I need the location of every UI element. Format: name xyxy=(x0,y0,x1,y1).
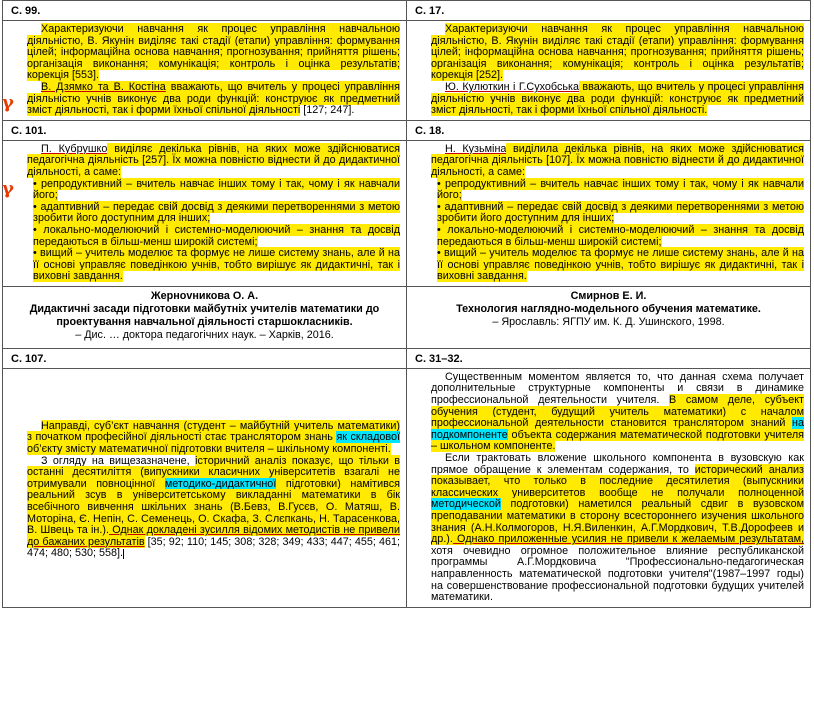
page-ref-left: С. 99. xyxy=(11,5,41,17)
source-left xyxy=(3,287,406,348)
text-cell-right xyxy=(407,369,810,607)
highlighted-text: [257]. Їх можна повністю віднести й до дидактичної діяльності, а саме: xyxy=(27,154,400,178)
list-item: • адаптивний – передає свій досвід з деякими перетвореннями з метою зробити його доступним для інших; xyxy=(33,200,400,225)
list-item: • адаптивний – передає свій досвід з деякими перетвореннями з метою зробити його доступним для інших; xyxy=(437,200,804,225)
text-cell-right xyxy=(407,21,810,120)
plain-text: З огляду на вищезазначене, xyxy=(41,454,196,467)
reference: [35; 92; 110; 145; 308; 328; 349; 433; 447; 455; 461; 474; 480; 530; 558]. xyxy=(27,535,400,560)
annotation-mark-icon: γ xyxy=(2,178,14,199)
text-cell-left xyxy=(3,141,406,286)
text-cell-right xyxy=(407,141,810,286)
cyan-highlight: на подкомпоненте xyxy=(431,417,804,441)
highlighted-text: Однак докладені зусилля відомих методистів не привели до бажаних результатів xyxy=(27,524,400,548)
list-item: • вищий – учитель моделює та формує не лише систему знань, але й на її основі управляє поведінкою учнів, тобто вирішує як дидактичні, так і виховні завдання. xyxy=(33,247,400,283)
source-author: Смирнов Е. И. xyxy=(570,289,647,302)
source-meta: – Ярославль: ЯГПУ им. К. Д. Ушинского, 1998. xyxy=(492,315,725,328)
highlighted-text: вважають, що вчитель у процесі управління діяльністю учнів виконує два роди функцій: конструює як предметний зміст діяльності, так і форми їхньої спільної діяльності. xyxy=(431,80,804,117)
page-ref-right: С. 17. xyxy=(415,5,445,17)
source-right xyxy=(407,287,810,335)
highlighted-text: Направді, суб’єкт навчання (студент – майбутній учитель математики) з початком професійної діяльності стає транслятором знань xyxy=(27,419,400,444)
text-cell-left xyxy=(3,369,406,563)
highlighted-text: виділяє декілька рівнів, на яких може здійснюватися педагогічна діяльність xyxy=(27,142,401,167)
highlighted-text: вважають, що вчитель у процесі управління діяльністю учнів виконує два роди функцій: конструює як предметний зміст діяльності, так і форми їхньої спільної діяльності xyxy=(27,80,400,117)
plain-text: хотя очевидно огромное положительное влияние республиканской программы А.Г.Мордковича "Профессионально-педагогическая направленность математической подготовки учителя"(1987–1997 годы) на совершенствование профессиональной подготовки будущих учителей математики. xyxy=(431,544,804,604)
highlighted-text: объекта содержания математической подготовки учителя – школьном компоненте. xyxy=(431,428,804,453)
highlighted-text: Характеризуючи навчання як процес управління навчальною діяльністю, В. Якунін виділяє такі стадії (етапи) управління: формування цілей; інформаційна основа навчання; прогнозування; прийняття рішень; організація виконання; комунікація; контроль і оцінка результатів; корекція [553]. xyxy=(27,23,400,82)
plain-text: Если трактовать вложение школьного компонента в вузовскую как прямое обращение к элементам содержания, то xyxy=(431,452,804,476)
source-author: Жернovникова О. А. xyxy=(150,289,259,302)
list-item: • локально-моделюючий і системно-моделюючий – знання та досвід передаються в більш-менш широкій системі; xyxy=(33,223,400,248)
table-row xyxy=(3,120,811,140)
highlighted-text: історичний аналіз показує, що тільки в останні десятиліття (випускники класичних університетів взагалі не отримували повноцінної xyxy=(27,454,400,490)
table-row xyxy=(3,21,811,121)
list-item: • вищий – учитель моделює та формує не лише систему знань, але й на її основі управляє поведінкою учнів, тобто вирішує як дидактичні, так і виховні завдання. xyxy=(437,247,804,283)
page-ref-left: С. 101. xyxy=(11,124,47,137)
table-row xyxy=(3,348,811,368)
list-item: • репродуктивний – вчитель навчає інших тому і так, чому і як навчали його; xyxy=(33,177,400,202)
highlighted-text: підготовки) намітився реальний зсув в університетському викладанні математики в бік всебічного вивчення шкільних знань (В.Бевз, В.Гусєв, О. Матяш, В. Моторіна, Є. Непін, С. Семенець, О. Скафа, З. Слєпкань, Н. Тарасенкова, В. Швець та ін.). xyxy=(27,477,400,537)
highlighted-text: виділила декілька рівнів, на яких може здійснюватися педагогічна діяльність xyxy=(431,142,804,167)
highlighted-text: исторический анализ показывает, что только в последние десятилетия (выпускники классических университетов вообще не получали полноценной xyxy=(431,463,804,499)
highlighted-text: В самом деле, субъект обучения (студент, будущий учитель математики) с началом профессиональной деятельности становится транслятором знаний xyxy=(431,394,804,430)
source-meta: – Дис. … доктора педагогічних наук. – Харків, 2016. xyxy=(75,328,334,341)
author-name: Ю. Кулюткин і Г.Сухобська xyxy=(445,80,579,93)
list-item: • локально-моделюючий і системно-моделюючий – знання та досвід передаються в більш-менш широкій системі; xyxy=(437,223,804,248)
cyan-highlight: методической xyxy=(431,498,501,511)
author-name: В. Дзямко та В. Костіна xyxy=(41,80,166,93)
source-title: Дидактичні засади підготовки майбутніх учителів математики до проектування навчальної діяльності старшокласників. xyxy=(29,302,380,328)
page-ref-right: С. 18. xyxy=(415,124,445,137)
page-ref-left: С. 107. xyxy=(11,352,47,365)
cyan-highlight: методико-дидактичної xyxy=(164,477,277,490)
author-name: Н. Кузьміна xyxy=(445,142,507,155)
cyan-highlight: як складової xyxy=(336,431,400,444)
plain-text: Существенным моментом является то, что данная схема получает дополнительные структурные компоненты и связи в динамике профессиональной деятельности учителя. xyxy=(431,370,804,407)
source-title: Технология наглядно-модельного обучения математике. xyxy=(456,302,761,315)
text-cell-left xyxy=(3,21,406,120)
reference: [127; 247]. xyxy=(300,104,355,117)
comparison-table xyxy=(2,0,811,608)
text-cursor xyxy=(123,549,124,559)
author-name: П. Кубрушко xyxy=(41,142,108,155)
table-row xyxy=(3,140,811,286)
highlighted-text: [107]. Їх можна повністю віднести й до дидактичної діяльності, а саме: xyxy=(431,154,804,178)
annotation-mark-icon: γ xyxy=(2,92,14,113)
highlighted-text: подготовки) наметился реальный сдвиг в вузовском преподавании математики в сторону всестороннего изучения школьного знания (А.Н.Колмогоров, Н.Я.Виленкин, А.Г.Мордкович, Т.В.Дорофеев и др.). xyxy=(431,498,804,546)
table-row xyxy=(3,368,811,607)
highlighted-text: Однако приложенные усилия не привели к желаемым результатам, xyxy=(452,533,804,546)
table-row xyxy=(3,286,811,348)
highlighted-text: об’єкту змісту математичної підготовки вчителя – шкільному компоненті. xyxy=(27,443,391,456)
page-ref-right: С. 31–32. xyxy=(415,352,463,365)
table-row xyxy=(3,1,811,21)
list-item: • репродуктивний – вчитель навчає інших тому і так, чому і як навчали його; xyxy=(437,177,804,202)
highlighted-text: Характеризуючи навчання як процес управління навчальною діяльністю, В. Якунін виділяє такі стадії (етапи) управління: формування цілей; інформаційна основа навчання; прогнозування; прийняття рішень; організація виконання; комунікація; контроль і оцінка результатів; корекція [252]. xyxy=(431,23,804,82)
